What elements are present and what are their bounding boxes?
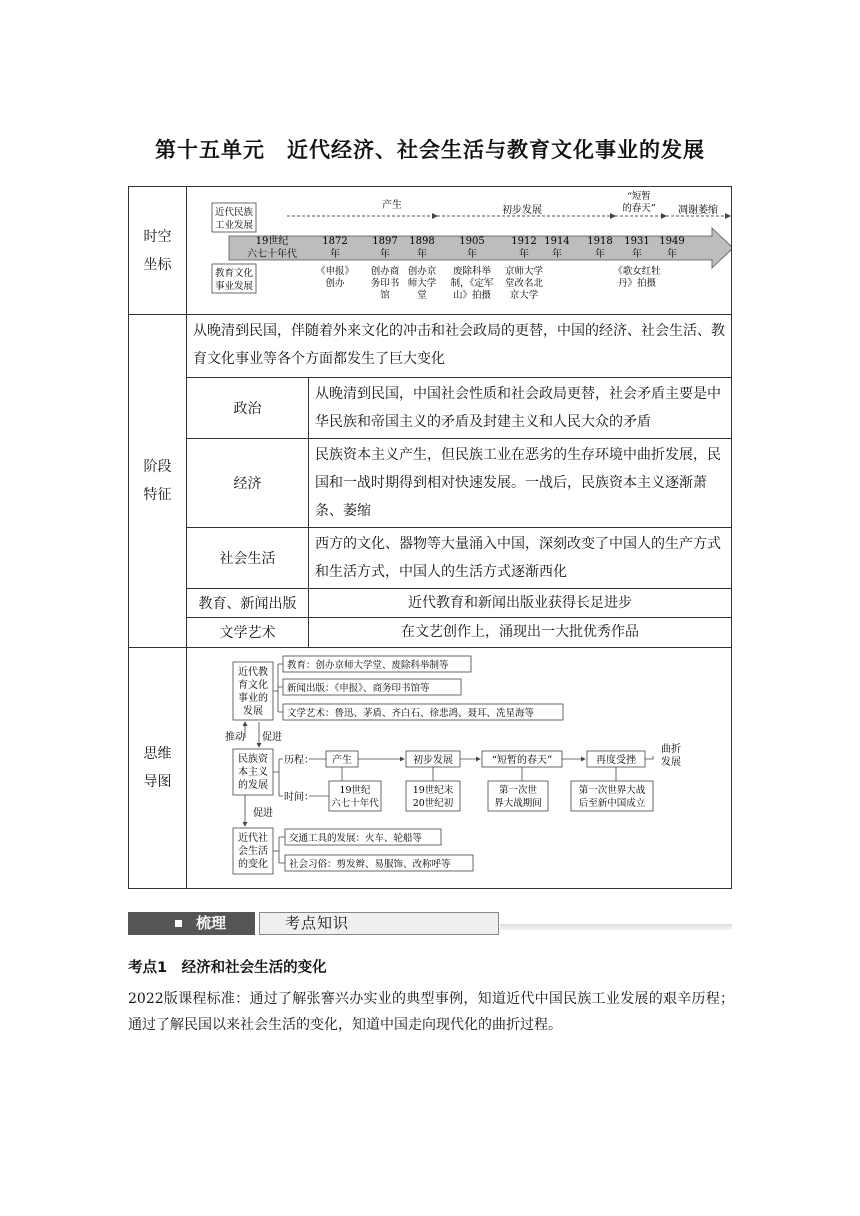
event-1a: 创办商	[370, 266, 400, 277]
soc-box-1: 近代社	[238, 832, 268, 844]
section-tag: 梳理	[128, 912, 255, 935]
event-0a: 《申报》	[315, 266, 355, 277]
feature-key-politics: 政治	[187, 378, 309, 439]
feature-value-literature: 在文艺创作上，涌现出一大批优秀作品	[309, 618, 732, 647]
time-4b: 后至新中国成立	[578, 797, 646, 809]
event-3a: 废除科举	[452, 266, 492, 277]
timeline-row	[129, 187, 732, 315]
event-2b: 师大学	[407, 278, 437, 289]
top-track-label-2: 工业发展	[214, 220, 254, 231]
feature-value-economy: 民族资本主义产生，但民族工业在恶劣的生存环境中曲折发展，民国和一战时期得到相对快速发展。一战后，民族资本主义逐渐萧条、萎缩	[309, 439, 732, 528]
edu-box-3: 事业的	[238, 692, 268, 704]
year-6a: 1914	[544, 236, 570, 247]
twist-2: 发展	[661, 756, 681, 768]
timeline-arrow	[229, 228, 731, 268]
year-8a: 1931	[624, 236, 650, 247]
year-0b: 六七十年代	[247, 249, 297, 260]
kaodian-heading: 考点1 经济和社会生活的变化	[128, 960, 327, 976]
cap-box-1: 民族资	[238, 753, 268, 765]
timeline-label: 时空 坐标	[129, 187, 187, 315]
event-2c: 堂	[417, 290, 427, 301]
feature-value-politics: 从晚清到民国，中国社会性质和社会政局更替，社会矛盾主要是中华民族和帝国主义的矛盾及封建主义和人民大众的矛盾	[309, 378, 732, 439]
edu-item-1: 教育：创办京师大学堂、废除科举制等	[287, 659, 449, 671]
timeline-cell	[187, 187, 732, 315]
event-5a: 《歌女红牡	[613, 266, 661, 277]
edu-box-2: 育文化	[238, 679, 268, 691]
section-subtitle-box	[259, 912, 499, 935]
year-8b: 年	[632, 249, 642, 260]
promote2-label: 促进	[253, 807, 273, 819]
feature-key-literature: 文学艺术	[187, 618, 309, 647]
bottom-track-label-2: 事业发展	[214, 281, 254, 292]
mindmap-label: 思维 导图	[129, 647, 187, 888]
push-label: 推动	[225, 731, 245, 743]
history-label: 历程：	[284, 754, 314, 766]
stage-2: 初步发展	[413, 754, 453, 766]
edu-box-4: 发展	[243, 705, 263, 717]
features-label: 阶段 特征	[129, 315, 187, 648]
page-title: 第十五单元 近代经济、社会生活与教育文化事业的发展	[155, 138, 705, 162]
features-cell	[187, 315, 732, 648]
timeline-diagram	[187, 187, 731, 310]
event-4a: 京师大学	[504, 266, 544, 277]
year-3b: 年	[417, 249, 427, 260]
year-2a: 1897	[372, 236, 398, 247]
soc-box-2: 会生活	[238, 845, 268, 857]
event-3c: 山》拍摄	[452, 290, 492, 301]
year-0a: 19世纪	[255, 236, 289, 247]
time-1b: 六七十年代	[331, 797, 379, 809]
time-3b: 界大战期间	[494, 797, 542, 809]
feature-value-social: 西方的文化、器物等大量涌入中国，深刻改变了中国人的生产方式和生活方式，中国人的生活方式逐渐西化	[309, 528, 732, 589]
section-header	[128, 912, 732, 935]
year-2b: 年	[380, 249, 390, 260]
year-4a: 1905	[459, 236, 485, 247]
features-subtable	[187, 377, 731, 647]
mindmap-row	[129, 647, 732, 888]
edu-item-2: 新闻出版：《申报》、商务印书馆等	[287, 682, 430, 694]
cap-box-2: 本主义	[238, 766, 268, 778]
event-2a: 创办京	[407, 266, 437, 277]
year-1b: 年	[330, 249, 340, 260]
edu-item-3: 文学艺术：鲁迅、茅盾、齐白石、徐悲鸿、聂耳、冼星海等	[287, 707, 535, 719]
feature-value-education: 近代教育和新闻出版业获得长足进步	[309, 589, 732, 618]
time-2a: 19世纪末	[412, 784, 454, 796]
event-0b: 创办	[325, 278, 345, 289]
event-4b: 堂改名北	[504, 278, 544, 289]
phase-1: 产生	[382, 200, 402, 211]
year-5a: 1912	[511, 236, 537, 247]
year-7b: 年	[595, 249, 605, 260]
phase-3a: “短暂	[627, 191, 651, 202]
unit-summary-table	[128, 186, 732, 889]
event-1c: 馆	[380, 290, 390, 301]
time-label: 时间：	[284, 791, 314, 803]
year-6b: 年	[552, 249, 562, 260]
event-3b: 制，《定军	[450, 278, 494, 289]
mindmap-diagram	[187, 648, 731, 884]
stage-3: “短暂的春天”	[491, 754, 553, 766]
phase-4: 凋谢萎缩	[678, 205, 718, 216]
bottom-track-label-1: 教育文化	[214, 268, 254, 279]
time-4a: 第一次世界大战	[578, 784, 646, 796]
year-3a: 1898	[409, 236, 435, 247]
event-4c: 京大学	[509, 290, 539, 301]
year-1a: 1872	[322, 236, 348, 247]
year-9a: 1949	[659, 236, 685, 247]
event-1b: 务印书	[370, 278, 400, 289]
time-2b: 20世纪初	[412, 797, 454, 809]
soc-item-2: 社会习俗：剪发辫、易服饰、改称呼等	[289, 858, 451, 870]
soc-item-1: 交通工具的发展：火车、轮船等	[289, 832, 423, 844]
curriculum-standard: 2022版课程标准：通过了解张謇兴办实业的典型事例，知道近代中国民族工业发展的艰辛历程；通过了解民国以来社会生活的变化，知道中国走向现代化的曲折过程。	[128, 991, 734, 1033]
section-subtitle: 考点知识	[285, 914, 350, 932]
square-bullet-icon	[175, 920, 182, 927]
top-track-label-1: 近代民族	[214, 207, 254, 218]
phase-3b: 的春天”	[622, 203, 656, 214]
year-5b: 年	[519, 249, 529, 260]
features-summary: 从晚清到民国，伴随着外来文化的冲击和社会政局的更替，中国的经济、社会生活、教育文化事业等各个方面都发生了巨大变化	[193, 323, 725, 367]
time-1a: 19世纪	[339, 784, 371, 796]
promote-label: 促进	[262, 731, 282, 743]
mindmap-cell	[187, 647, 732, 888]
year-7a: 1918	[587, 236, 613, 247]
soc-box-3: 的变化	[238, 858, 268, 870]
year-4b: 年	[467, 249, 477, 260]
feature-key-economy: 经济	[187, 439, 309, 528]
edu-box-1: 近代教	[238, 666, 268, 678]
twist-1: 曲折	[661, 743, 681, 755]
stage-1: 产生	[332, 754, 352, 766]
section-divider	[500, 924, 732, 930]
event-5b: 丹》拍摄	[617, 278, 657, 289]
feature-key-education: 教育、新闻出版	[187, 589, 309, 618]
year-9b: 年	[667, 249, 677, 260]
features-row	[129, 315, 732, 648]
stage-4: 再度受挫	[596, 754, 636, 766]
phase-2: 初步发展	[502, 205, 542, 216]
cap-box-3: 的发展	[238, 779, 268, 791]
time-3a: 第一次世	[498, 784, 538, 796]
feature-key-social: 社会生活	[187, 528, 309, 589]
